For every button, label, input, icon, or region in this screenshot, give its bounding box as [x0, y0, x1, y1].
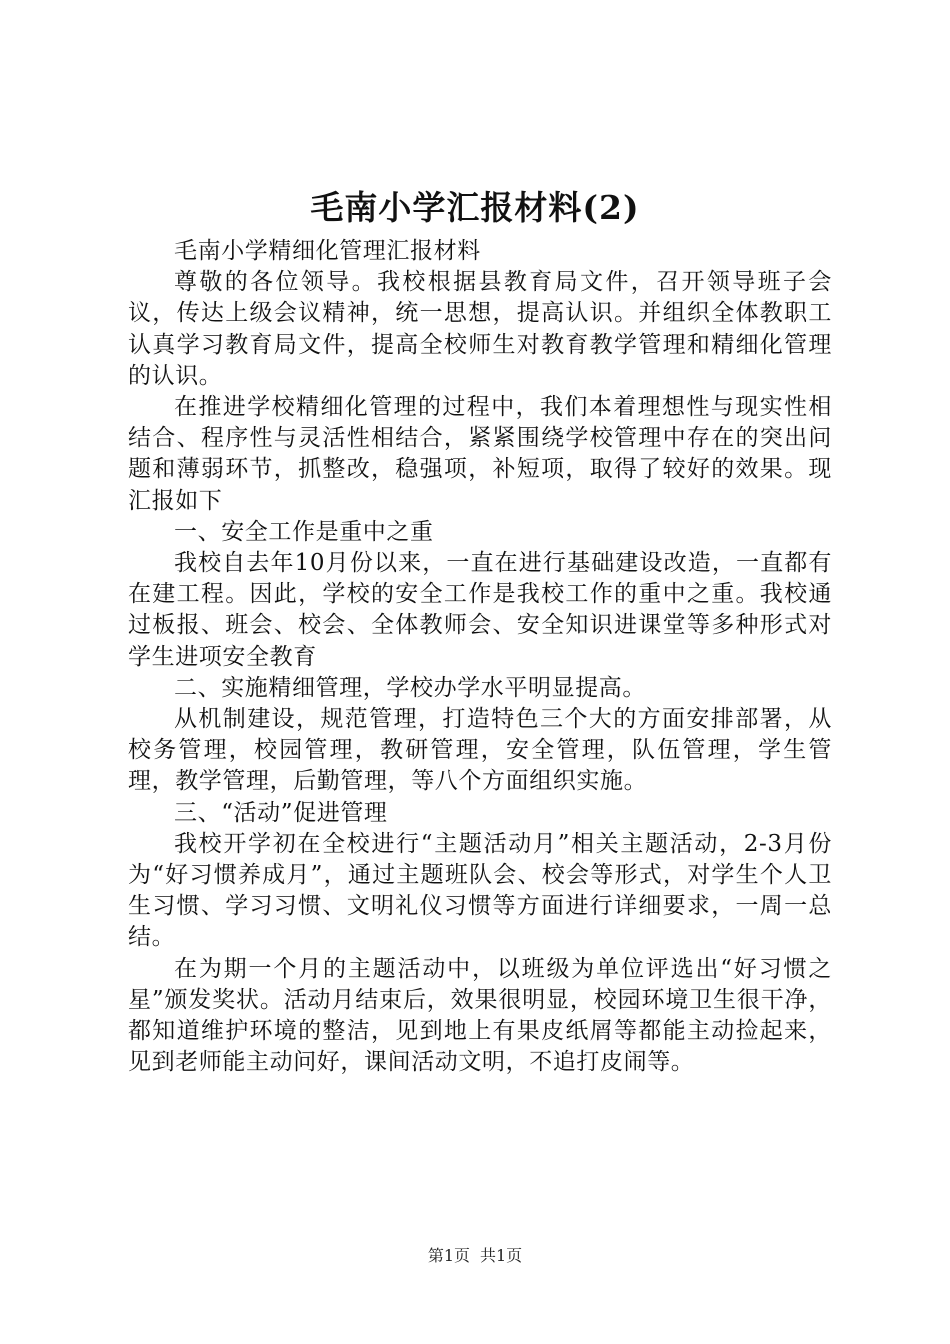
- page-number: 第1页: [427, 1246, 470, 1265]
- safety-paragraph: 我校自去年10月份以来，一直在进行基础建设改造，一直都有在建工程。因此，学校的安全工作是我校工作的重中之重。我校通过板报、班会、校会、全体教师会、安全知识进课堂等多种形式对学生进项安全教育: [128, 550, 832, 670]
- results-paragraph: 在为期一个月的主题活动中，以班级为单位评选出“好习惯之星”颁发奖状。活动月结束后，效果很明显，校园环境卫生很干净，都知道维护环境的整洁，见到地上有果皮纸屑等都能主动捡起来，见到老师能主动问好，课间活动文明，不追打皮闹等。: [128, 955, 832, 1076]
- section-heading-activities: 三、“活动”促进管理: [174, 799, 388, 826]
- page-total: 共1页: [480, 1246, 523, 1265]
- activities-paragraph: 我校开学初在全校进行“主题活动月”相关主题活动，2-3月份为“好习惯养成月”，通过主题班队会、校会等形式，对学生个人卫生习惯、学习习惯、文明礼仪习惯等方面进行详细要求，一周一总结。: [128, 830, 832, 951]
- section-heading-management: 二、实施精细管理，学校办学水平明显提高。: [174, 674, 646, 701]
- document-title: 毛南小学汇报材料(2): [310, 188, 640, 227]
- overview-paragraph: 在推进学校精细化管理的过程中，我们本着理想性与现实性相结合、程序性与灵活性相结合，紧紧围绕学校管理中存在的突出问题和薄弱环节，抓整改，稳强项，补短项，取得了较好的效果。现汇报如下: [128, 394, 832, 514]
- document-body: [128, 236, 832, 1078]
- section-heading-safety: 一、安全工作是重中之重: [174, 518, 434, 545]
- intro-paragraph: 尊敬的各位领导。我校根据县教育局文件，召开领导班子会议，传达上级会议精神，统一思想，提高认识。并组织全体教职工认真学习教育局文件，提高全校师生对教育教学管理和精细化管理的认识。: [128, 269, 832, 389]
- subtitle-paragraph: 毛南小学精细化管理汇报材料: [174, 238, 481, 264]
- page-footer: [0, 1244, 950, 1268]
- management-paragraph: 从机制建设，规范管理，打造特色三个大的方面安排部署，从校务管理，校园管理，教研管理，安全管理，队伍管理，学生管理，教学管理，后勤管理，等八个方面组织实施。: [128, 706, 832, 795]
